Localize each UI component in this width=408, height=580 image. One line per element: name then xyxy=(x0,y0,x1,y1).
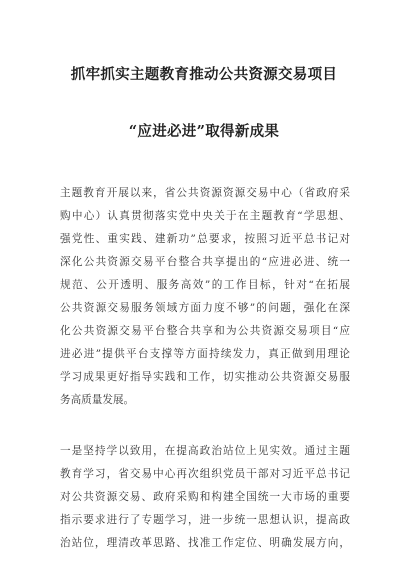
paragraph-1-line: 化公共资源交易平台整合共享和为公共资源交易项目“应 xyxy=(60,325,350,337)
document-title-line-2: “应进必进”取得新成果 xyxy=(128,123,280,140)
paragraph-1-line: 公共资源交易服务领域方面力度不够”的问题，强化在深 xyxy=(60,302,350,314)
paragraph-1-line: 进必进”提供平台支撑等方面持续发力，真正做到用理论 xyxy=(60,348,350,360)
paragraph-2-line: 指示要求进行了专题学习，进一步统一思想认识，提高政 xyxy=(60,514,350,526)
paragraph-2-line: 对公共资源交易、政府采购和构建全国统一大市场的重要 xyxy=(60,491,350,503)
paragraph-2-line: 治站位，理清改革思路、找准工作定位、明确发展方向， xyxy=(60,537,350,549)
paragraph-1-line: 学习成果更好指导实践和工作，切实推动公共资源交易服 xyxy=(60,371,350,383)
paragraph-1-line: 规范、公开透明、服务高效”的工作目标，针对“在拓展 xyxy=(60,279,350,291)
paragraph-1-line: 购中心）认真贯彻落实党中央关于在主题教育“学思想、 xyxy=(60,210,350,222)
paragraph-1-line: 务高质量发展。 xyxy=(60,394,135,406)
paragraph-2-line: 教育学习，省交易中心再次组织党员干部对习近平总书记 xyxy=(60,468,350,480)
paragraph-1-line: 强党性、重实践、建新功”总要求，按照习近平总书记对 xyxy=(60,233,350,245)
paragraph-2-line: 一是坚持学以致用，在提高政治站位上见实效。通过主题 xyxy=(60,445,350,457)
document-title-line-1: 抓牢抓实主题教育推动公共资源交易项目 xyxy=(70,66,338,83)
paragraph-1-line: 主题教育开展以来，省公共资源资源交易中心（省政府采 xyxy=(60,187,350,199)
paragraph-1-line: 深化公共资源交易平台整合共享提出的“应进必进、统一 xyxy=(60,256,350,268)
